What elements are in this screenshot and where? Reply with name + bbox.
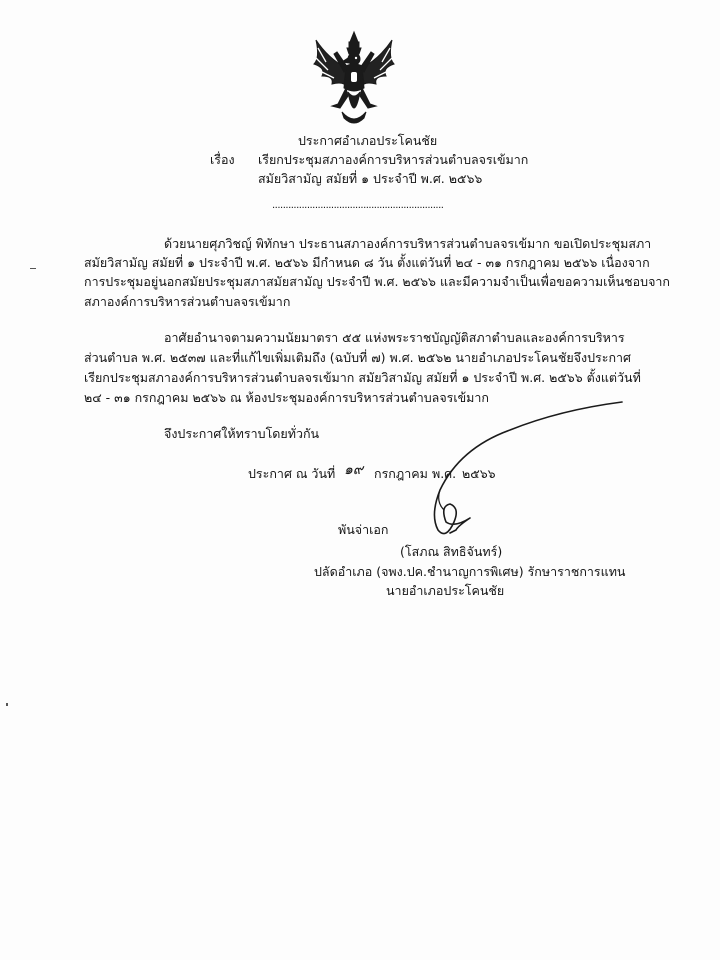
- subject-label: เรื่อง: [210, 152, 235, 167]
- document-title: ประกาศอำเภอประโคนชัย: [298, 133, 438, 148]
- signer-position: ปลัดอำเภอ (จพง.ปค.ชำนาญการพิเศษ) รักษาราชการแทน: [314, 564, 626, 579]
- para2-line-2: ส่วนตำบล พ.ศ. ๒๕๓๗ และที่แก้ไขเพิ่มเติมถึง (ฉบับที่ ๗) พ.ศ. ๒๕๖๒ นายอำเภอประโคนชัยจึงประกาศ: [84, 350, 631, 365]
- para2-line-1: อาศัยอำนาจตามความนัยมาตรา ๕๕ แห่งพระราชบัญญัติสภาตำบลและองค์การบริหาร: [164, 330, 625, 345]
- date-year: ๒๕๖๖: [462, 466, 496, 481]
- date-year-label: พ.ศ.: [432, 466, 457, 481]
- date-prefix: ประกาศ ณ วันที่: [248, 466, 336, 481]
- closing-line: จึงประกาศให้ทราบโดยทั่วกัน: [164, 426, 320, 441]
- date-day: ๑๙: [344, 462, 364, 478]
- para2-line-3: เรียกประชุมสภาองค์การบริหารส่วนตำบลจรเข้มาก สมัยวิสามัญ สมัยที่ ๑ ประจำปี พ.ศ. ๒๕๖๖ ตั้งแต่วันที่: [84, 370, 641, 385]
- para2-line-4: ๒๔ - ๓๑ กรกฎาคม ๒๕๖๖ ณ ห้องประชุมองค์การบริหารส่วนตำบลจรเข้มาก: [84, 390, 489, 405]
- para1-line-1: ด้วยนายศุภวิชญ์ พิทักษา ประธานสภาองค์การบริหารส่วนตำบลจรเข้มาก ขอเปิดประชุมสภา: [164, 236, 652, 251]
- para1-line-3: การประชุมอยู่นอกสมัยประชุมสภาสมัยสามัญ ประจำปี พ.ศ. ๒๕๖๖ และมีความจำเป็นเพื่อขอความเห็นชอบจาก: [84, 274, 670, 289]
- para1-line-4: สภาองค์การบริหารส่วนตำบลจรเข้มาก: [84, 294, 291, 309]
- scan-speck: [30, 268, 36, 269]
- subject-line-2: สมัยวิสามัญ สมัยที่ ๑ ประจำปี พ.ศ. ๒๕๖๖: [258, 171, 483, 186]
- header-divider: ................................................................: [272, 200, 444, 211]
- scan-speck: [6, 703, 8, 706]
- garuda-emblem-icon: [304, 28, 404, 128]
- signer-rank: พันจ่าเอก: [338, 522, 389, 537]
- handwritten-signature-icon: [410, 390, 650, 550]
- signer-name: (โสภณ สิทธิจันทร์): [400, 544, 503, 559]
- date-month: กรกฎาคม: [374, 466, 428, 481]
- para1-line-2: สมัยวิสามัญ สมัยที่ ๑ ประจำปี พ.ศ. ๒๕๖๖ มีกำหนด ๘ วัน ตั้งแต่วันที่ ๒๔ - ๓๑ กรกฎาคม ๒๕๖๖ เนื่องจาก: [84, 255, 650, 270]
- subject-line-1: เรียกประชุมสภาองค์การบริหารส่วนตำบลจรเข้มาก: [258, 152, 529, 167]
- signer-office: นายอำเภอประโคนชัย: [386, 583, 505, 598]
